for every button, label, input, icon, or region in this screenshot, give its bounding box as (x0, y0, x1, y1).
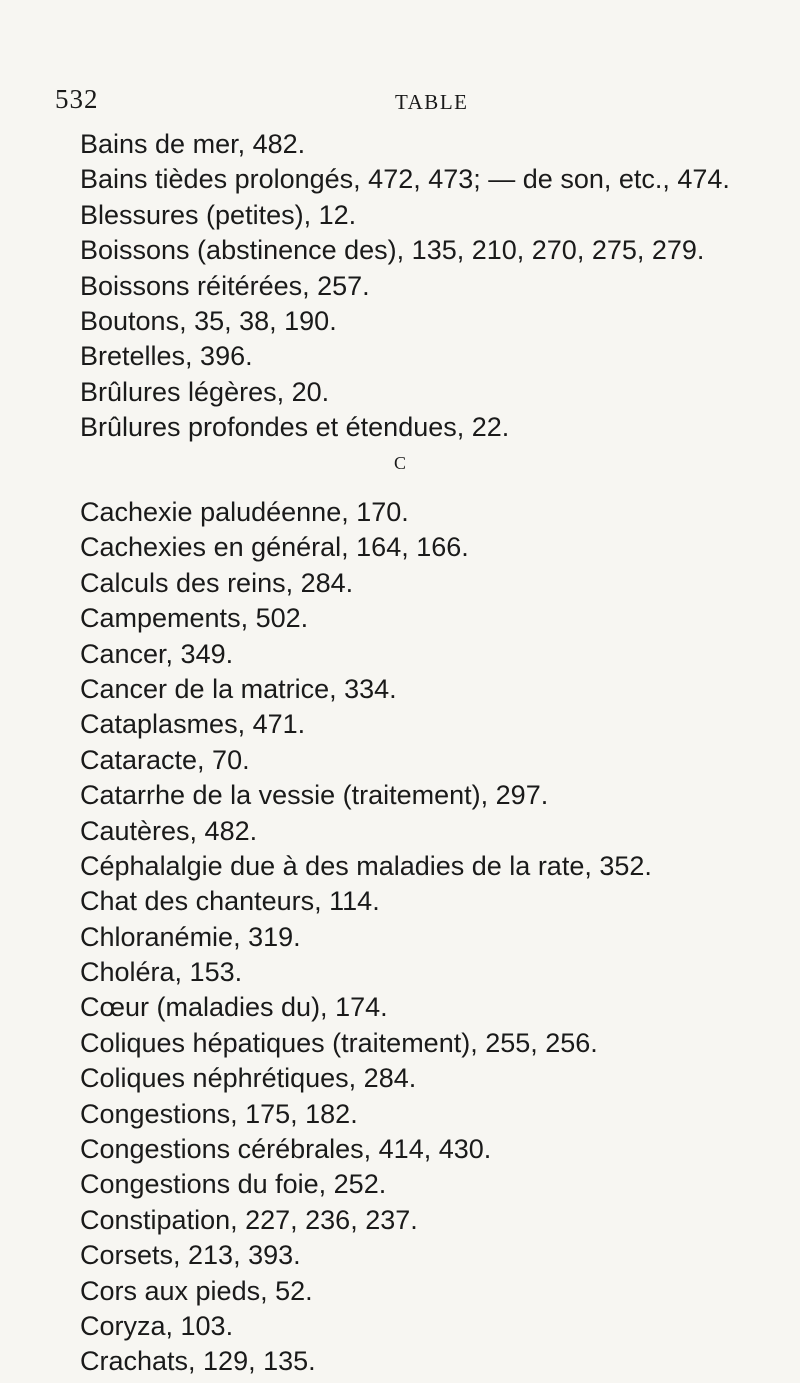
index-entry: Blessures (petites), 12. (80, 199, 357, 230)
index-entry: Brûlures profondes et étendues, 22. (80, 412, 510, 443)
index-entry: Cancer de la matrice, 334. (80, 673, 397, 704)
page-header (55, 84, 730, 124)
index-entry: Bretelles, 396. (80, 341, 253, 372)
index-entry: Coliques hépatiques (traitement), 255, 256. (80, 1027, 598, 1058)
index-entry: Constipation, 227, 236, 237. (80, 1204, 418, 1235)
index-entry: Choléra, 153. (80, 957, 243, 988)
index-entry: Congestions cérébrales, 414, 430. (80, 1134, 492, 1165)
index-entry: Chloranémie, 319. (80, 921, 301, 952)
index-entry: Boissons (abstinence des), 135, 210, 270, 275, 279. (80, 235, 705, 266)
index-entry: Boutons, 35, 38, 190. (80, 305, 337, 336)
page-number: 532 (55, 84, 99, 114)
index-entry: Crachats, 129, 135. (80, 1346, 316, 1377)
index-entry: Bains de mer, 482. (80, 129, 306, 159)
index-entry: Cors aux pieds, 52. (80, 1275, 313, 1306)
index-entry: Cancer, 349. (80, 638, 234, 669)
index-entry: Brûlures légères, 20. (80, 376, 330, 407)
index-entry: Catarrhe de la vessie (traitement), 297. (80, 780, 549, 811)
index-entry: Cataplasmes, 471. (80, 709, 306, 740)
index-entry: Calculs des reins, 284. (80, 567, 354, 598)
index-section-b (80, 127, 780, 446)
index-entry: Cachexies en général, 164, 166. (80, 532, 469, 563)
index-entry: Corsets, 213, 393. (80, 1240, 301, 1271)
index-entry: Cachexie paludéenne, 170. (80, 497, 409, 527)
index-entry: Congestions du foie, 252. (80, 1169, 387, 1200)
index-entry: Campements, 502. (80, 603, 309, 634)
index-entry: Coryza, 103. (80, 1310, 234, 1341)
index-entry: Céphalalgie due à des maladies de la rate, 352. (80, 850, 652, 881)
index-entry: Cataracte, 70. (80, 744, 250, 775)
index-entry: Cautères, 482. (80, 815, 258, 846)
section-letter-c: C (393, 453, 406, 473)
running-title: TABLE (395, 90, 469, 114)
index-entry: Congestions, 175, 182. (80, 1098, 358, 1129)
index-entry: Chat des chanteurs, 114. (80, 886, 380, 917)
index-entry: Bains tièdes prolongés, 472, 473; — de son, etc., 474. (80, 164, 730, 195)
index-entry: Coliques néphrétiques, 284. (80, 1063, 417, 1094)
index-section-c (80, 495, 780, 1380)
index-entry: Cœur (maladies du), 174. (80, 992, 388, 1023)
index-entry: Boissons réitérées, 257. (80, 270, 370, 301)
